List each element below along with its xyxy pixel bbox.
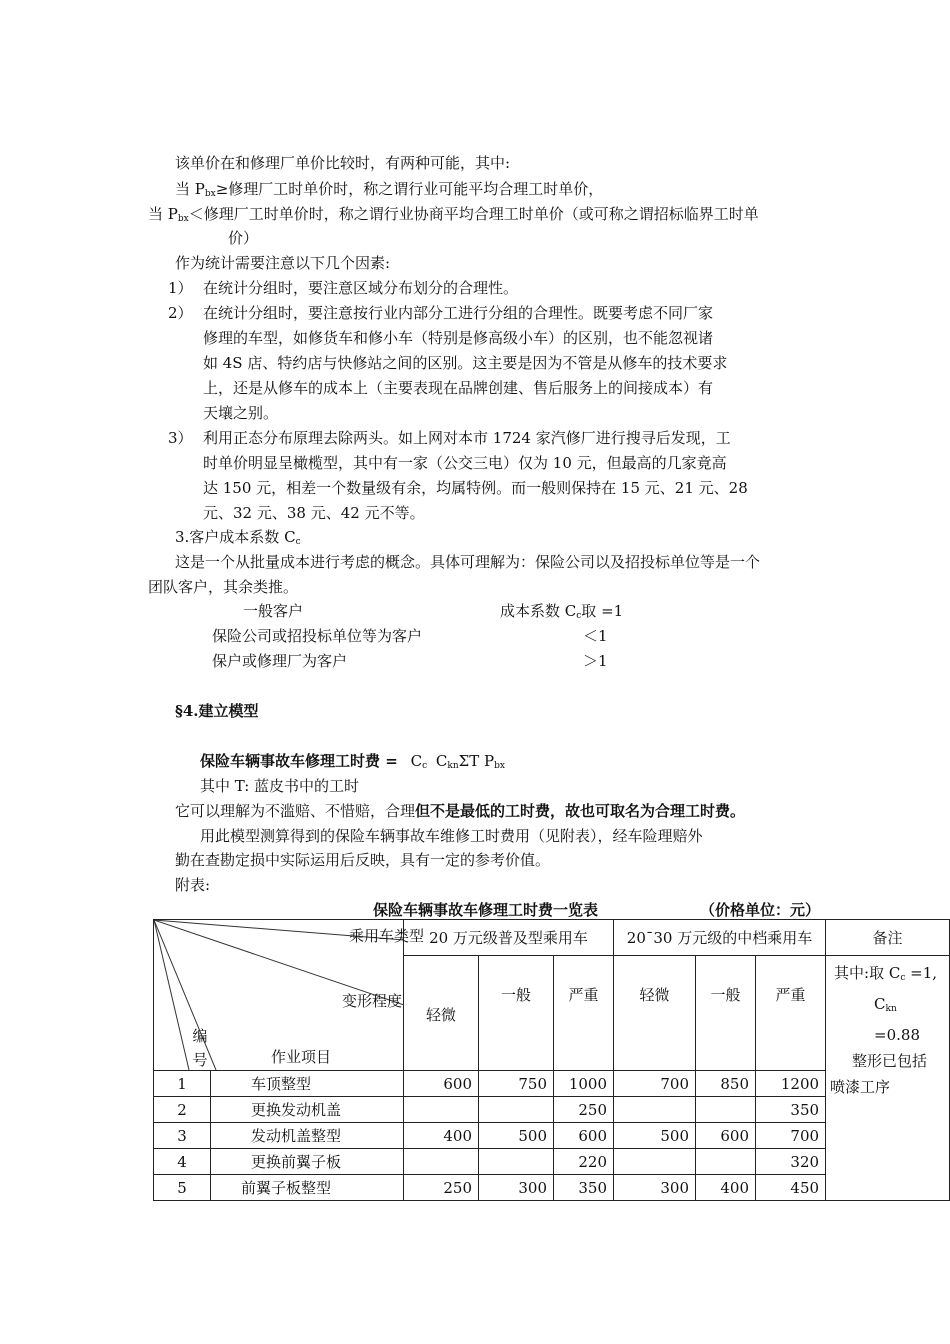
diagonal-header-cell xyxy=(154,920,425,1071)
formula-where-t: 其中 T: 蓝皮书中的工时 xyxy=(200,777,360,795)
formula-explain: 它可以理解为不滥赔、不惜赔，合理但不是最低的工时费，故也可取名为合理工时费。 xyxy=(175,802,746,820)
customer-general-label: 一般客户 xyxy=(243,602,304,620)
factor-2-number: 2） xyxy=(168,304,193,322)
table-row: 3 发动机盖整型 400 500 600 500 600 700 xyxy=(154,1123,950,1149)
degree-normal-2: 一般 xyxy=(696,956,756,1071)
table-row: 1 车顶整型 600 750 1000 700 850 1200 xyxy=(154,1071,950,1097)
table-row: 4 更换前翼子板 220 320 xyxy=(154,1149,950,1175)
factor-3-line-4: 元、32 元、38 元、42 元不等。 xyxy=(203,504,425,522)
factor-2-line-1: 在统计分组时，要注意按行业内部分工进行分组的合理性。既要考虑不同厂家 xyxy=(203,304,714,322)
appendix-label: 附表: xyxy=(175,876,211,894)
section-3-title: 3.客户成本系数 $C_c$ xyxy=(175,528,301,547)
degree-severe-1: 严重 xyxy=(554,956,614,1071)
diag-number: 编号 xyxy=(192,1027,208,1069)
customer-shop-label: 保户或修理厂为客户 xyxy=(212,652,348,670)
factor-2-line-5: 天壤之别。 xyxy=(203,404,279,422)
para-case-low-cont: 价） xyxy=(228,229,259,247)
degree-severe-2: 严重 xyxy=(756,956,826,1071)
customer-general-value: 成本系数 $C_c$取 =1 xyxy=(500,602,624,621)
group-header-entry: 20 万元级普及型乘用车 xyxy=(404,920,614,956)
factor-2-line-4: 上，还是从修车的成本上（主要表现在品牌创建、售后服务上的间接成本）有 xyxy=(203,379,714,397)
factor-1-text: 在统计分组时，要注意区域分布划分的合理性。 xyxy=(203,279,519,297)
para-case-low: 当 $P_{bx}<$修理厂工时单价时，称之谓行业协商平均合理工时单价（或可称之谓招标临界工时单 xyxy=(148,205,759,224)
section-4-title: §4.建立模型 xyxy=(175,702,259,720)
diag-work-item: 作业项目 xyxy=(271,1048,332,1066)
customer-shop-value: ＞1 xyxy=(583,652,608,670)
section-3-line-1: 这是一个从批量成本进行考虑的概念。具体可理解为：保险公司以及招投标单位等是一个 xyxy=(175,553,761,571)
factor-3-line-1: 利用正态分布原理去除两头。如上网对本市 1724 家汽修厂进行搜寻后发现，工 xyxy=(203,429,731,447)
table-row: 2 更换发动机盖 250 350 xyxy=(154,1097,950,1123)
para-factors-intro: 作为统计需要注意以下几个因素: xyxy=(175,254,391,272)
factor-3-line-2: 时单价明显呈橄榄型，其中有一家（公交三电）仅为 10 元，但最高的几家竟高 xyxy=(203,454,727,472)
factor-2-line-2: 修理的车型，如修货车和修小车（特别是修高级小车）的区别，也不能忽视诸 xyxy=(203,329,714,347)
para-case-high: 当 $P_{bx}\ge$修理厂工时单价时，称之谓行业可能平均合理工时单价， xyxy=(175,180,604,199)
factor-3-line-3: 达 150 元，相差一个数量级有余，均属特例。而一般则保持在 15 元、21 元、28 xyxy=(203,479,748,497)
fee-table xyxy=(153,919,950,1201)
degree-normal-1: 一般 xyxy=(479,956,554,1071)
usage-line-2: 勤在查勘定损中实际运用后反映，具有一定的参考价值。 xyxy=(175,851,551,869)
usage-line-1: 用此模型测算得到的保险车辆事故车维修工时费用（见附表），经车险理赔外 xyxy=(200,827,703,845)
remark-cell: 其中:取 $C_c =1$, $C_{kn} =0.88$ 整形已包括 喷漆工序 xyxy=(826,956,950,1201)
section-3-line-2: 团队客户，其余类推。 xyxy=(148,578,299,596)
customer-insurer-value: ＜1 xyxy=(583,627,608,645)
degree-light-1: 轻微 xyxy=(404,956,479,1071)
group-header-mid: 20¯30 万元级的中档乘用车 xyxy=(614,920,826,956)
remark-header: 备注 xyxy=(826,920,950,956)
factor-2-line-3: 如 4S 店、特约店与快修站之间的区别。这主要是因为不管是从修车的技术要求 xyxy=(203,354,728,372)
table-unit: （价格单位：元） xyxy=(700,901,821,919)
degree-light-2: 轻微 xyxy=(614,956,696,1071)
diag-deformation: 变形程度 xyxy=(342,992,403,1010)
table-title: 保险车辆事故车修理工时费一览表 xyxy=(373,901,599,919)
model-formula: 保险车辆事故车修理工时费 = $C_c$ $C_{kn}\Sigma T$ $P_{bx}$ xyxy=(200,752,505,771)
customer-insurer-label: 保险公司或招投标单位等为客户 xyxy=(212,627,423,645)
factor-3-number: 3） xyxy=(168,429,193,447)
para-intro: 该单价在和修理厂单价比较时，有两种可能，其中: xyxy=(175,154,511,172)
table-row: 5 前翼子板整型 250 300 350 300 400 450 xyxy=(154,1175,950,1201)
factor-1-number: 1） xyxy=(168,279,193,297)
diag-vehicle-type: 乘用车类型 xyxy=(349,927,425,945)
